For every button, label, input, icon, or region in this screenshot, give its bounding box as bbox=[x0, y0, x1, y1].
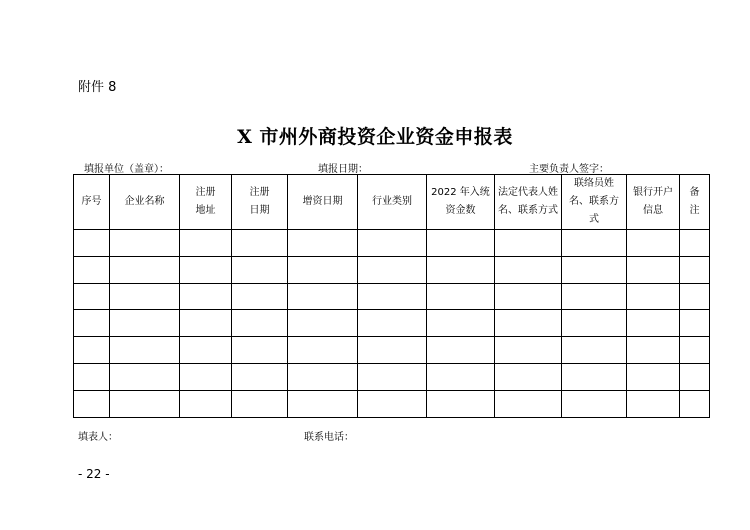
table-cell[interactable] bbox=[110, 363, 180, 390]
table-cell[interactable] bbox=[288, 363, 358, 390]
table-cell[interactable] bbox=[74, 230, 110, 257]
table-cell[interactable] bbox=[74, 363, 110, 390]
table-cell[interactable] bbox=[180, 230, 232, 257]
table-cell[interactable] bbox=[180, 283, 232, 310]
header-bank-info: 银行开户信息 bbox=[627, 175, 680, 230]
table-row bbox=[74, 363, 710, 390]
table-cell[interactable] bbox=[562, 363, 627, 390]
table-cell[interactable] bbox=[288, 230, 358, 257]
table-cell[interactable] bbox=[680, 363, 710, 390]
table-cell[interactable] bbox=[680, 310, 710, 337]
table-cell[interactable] bbox=[74, 283, 110, 310]
table-cell[interactable] bbox=[110, 310, 180, 337]
header-liaison: 联络员姓名、联系方式 bbox=[562, 175, 627, 230]
header-capital-increase-date: 增资日期 bbox=[288, 175, 358, 230]
table-cell[interactable] bbox=[427, 363, 495, 390]
table-cell[interactable] bbox=[232, 310, 288, 337]
table-cell[interactable] bbox=[627, 363, 680, 390]
table-cell[interactable] bbox=[427, 230, 495, 257]
header-company-name: 企业名称 bbox=[110, 175, 180, 230]
table-cell[interactable] bbox=[680, 390, 710, 417]
table-cell[interactable] bbox=[74, 390, 110, 417]
filler-label: 填表人： bbox=[78, 432, 118, 443]
table-row bbox=[74, 283, 710, 310]
table-cell[interactable] bbox=[562, 256, 627, 283]
table-cell[interactable] bbox=[110, 390, 180, 417]
table-cell[interactable] bbox=[110, 256, 180, 283]
table-cell[interactable] bbox=[232, 230, 288, 257]
table-cell[interactable] bbox=[627, 310, 680, 337]
table-row bbox=[74, 230, 710, 257]
header-seq: 序号 bbox=[74, 175, 110, 230]
header-reg-address: 注册地址 bbox=[180, 175, 232, 230]
table-cell[interactable] bbox=[110, 337, 180, 364]
table-cell[interactable] bbox=[358, 310, 427, 337]
table-cell[interactable] bbox=[288, 337, 358, 364]
table-cell[interactable] bbox=[232, 256, 288, 283]
table-cell[interactable] bbox=[358, 256, 427, 283]
page-number: - 22 - bbox=[78, 467, 110, 481]
table-row bbox=[74, 310, 710, 337]
table-cell[interactable] bbox=[562, 230, 627, 257]
table-cell[interactable] bbox=[358, 230, 427, 257]
signature-label: 主要负责人签字： bbox=[529, 164, 609, 175]
table-cell[interactable] bbox=[495, 230, 562, 257]
table-cell[interactable] bbox=[427, 390, 495, 417]
table-cell[interactable] bbox=[627, 283, 680, 310]
table-cell[interactable] bbox=[680, 230, 710, 257]
table-cell[interactable] bbox=[232, 390, 288, 417]
phone-label: 联系电话： bbox=[304, 432, 354, 443]
table-cell[interactable] bbox=[562, 337, 627, 364]
table-cell[interactable] bbox=[180, 337, 232, 364]
header-remarks: 备注 bbox=[680, 175, 710, 230]
table-cell[interactable] bbox=[74, 310, 110, 337]
header-legal-rep: 法定代表人姓名、联系方式 bbox=[495, 175, 562, 230]
table-cell[interactable] bbox=[680, 283, 710, 310]
table-cell[interactable] bbox=[495, 390, 562, 417]
table-cell[interactable] bbox=[180, 363, 232, 390]
table-cell[interactable] bbox=[495, 310, 562, 337]
table-cell[interactable] bbox=[232, 337, 288, 364]
table-cell[interactable] bbox=[495, 363, 562, 390]
document-title: X 市州外商投资企业资金申报表 bbox=[237, 126, 513, 148]
table-cell[interactable] bbox=[562, 390, 627, 417]
table-cell[interactable] bbox=[680, 337, 710, 364]
table-cell[interactable] bbox=[427, 283, 495, 310]
table-cell[interactable] bbox=[562, 310, 627, 337]
table-cell[interactable] bbox=[288, 256, 358, 283]
table-row bbox=[74, 337, 710, 364]
table-cell[interactable] bbox=[358, 390, 427, 417]
table-body bbox=[74, 230, 710, 418]
table-row bbox=[74, 256, 710, 283]
header-industry: 行业类别 bbox=[358, 175, 427, 230]
table-cell[interactable] bbox=[427, 337, 495, 364]
fill-unit-label: 填报单位（盖章）： bbox=[84, 164, 169, 175]
table-cell[interactable] bbox=[288, 390, 358, 417]
fill-date-label: 填报日期： bbox=[318, 164, 368, 175]
table-cell[interactable] bbox=[495, 337, 562, 364]
header-2022-funds: 2022 年入统资金数 bbox=[427, 175, 495, 230]
table-row bbox=[74, 390, 710, 417]
table-cell[interactable] bbox=[180, 256, 232, 283]
table-cell[interactable] bbox=[358, 337, 427, 364]
table-cell[interactable] bbox=[288, 283, 358, 310]
table-header-row bbox=[74, 175, 710, 230]
table-cell[interactable] bbox=[627, 230, 680, 257]
table-cell[interactable] bbox=[288, 310, 358, 337]
table-cell[interactable] bbox=[562, 283, 627, 310]
table-cell[interactable] bbox=[232, 363, 288, 390]
attachment-label: 附件 8 bbox=[78, 80, 117, 95]
table-cell[interactable] bbox=[110, 283, 180, 310]
table-cell[interactable] bbox=[627, 390, 680, 417]
table-cell[interactable] bbox=[495, 283, 562, 310]
table-cell[interactable] bbox=[110, 230, 180, 257]
table-cell[interactable] bbox=[180, 310, 232, 337]
table-cell[interactable] bbox=[74, 337, 110, 364]
table-cell[interactable] bbox=[358, 363, 427, 390]
table-cell[interactable] bbox=[495, 256, 562, 283]
table-cell[interactable] bbox=[627, 256, 680, 283]
report-table bbox=[73, 174, 710, 418]
table-cell[interactable] bbox=[680, 256, 710, 283]
table-cell[interactable] bbox=[427, 310, 495, 337]
table-cell[interactable] bbox=[180, 390, 232, 417]
table-cell[interactable] bbox=[427, 256, 495, 283]
table-cell[interactable] bbox=[358, 283, 427, 310]
header-reg-date: 注册日期 bbox=[232, 175, 288, 230]
table-cell[interactable] bbox=[74, 256, 110, 283]
table-cell[interactable] bbox=[232, 283, 288, 310]
table-cell[interactable] bbox=[627, 337, 680, 364]
